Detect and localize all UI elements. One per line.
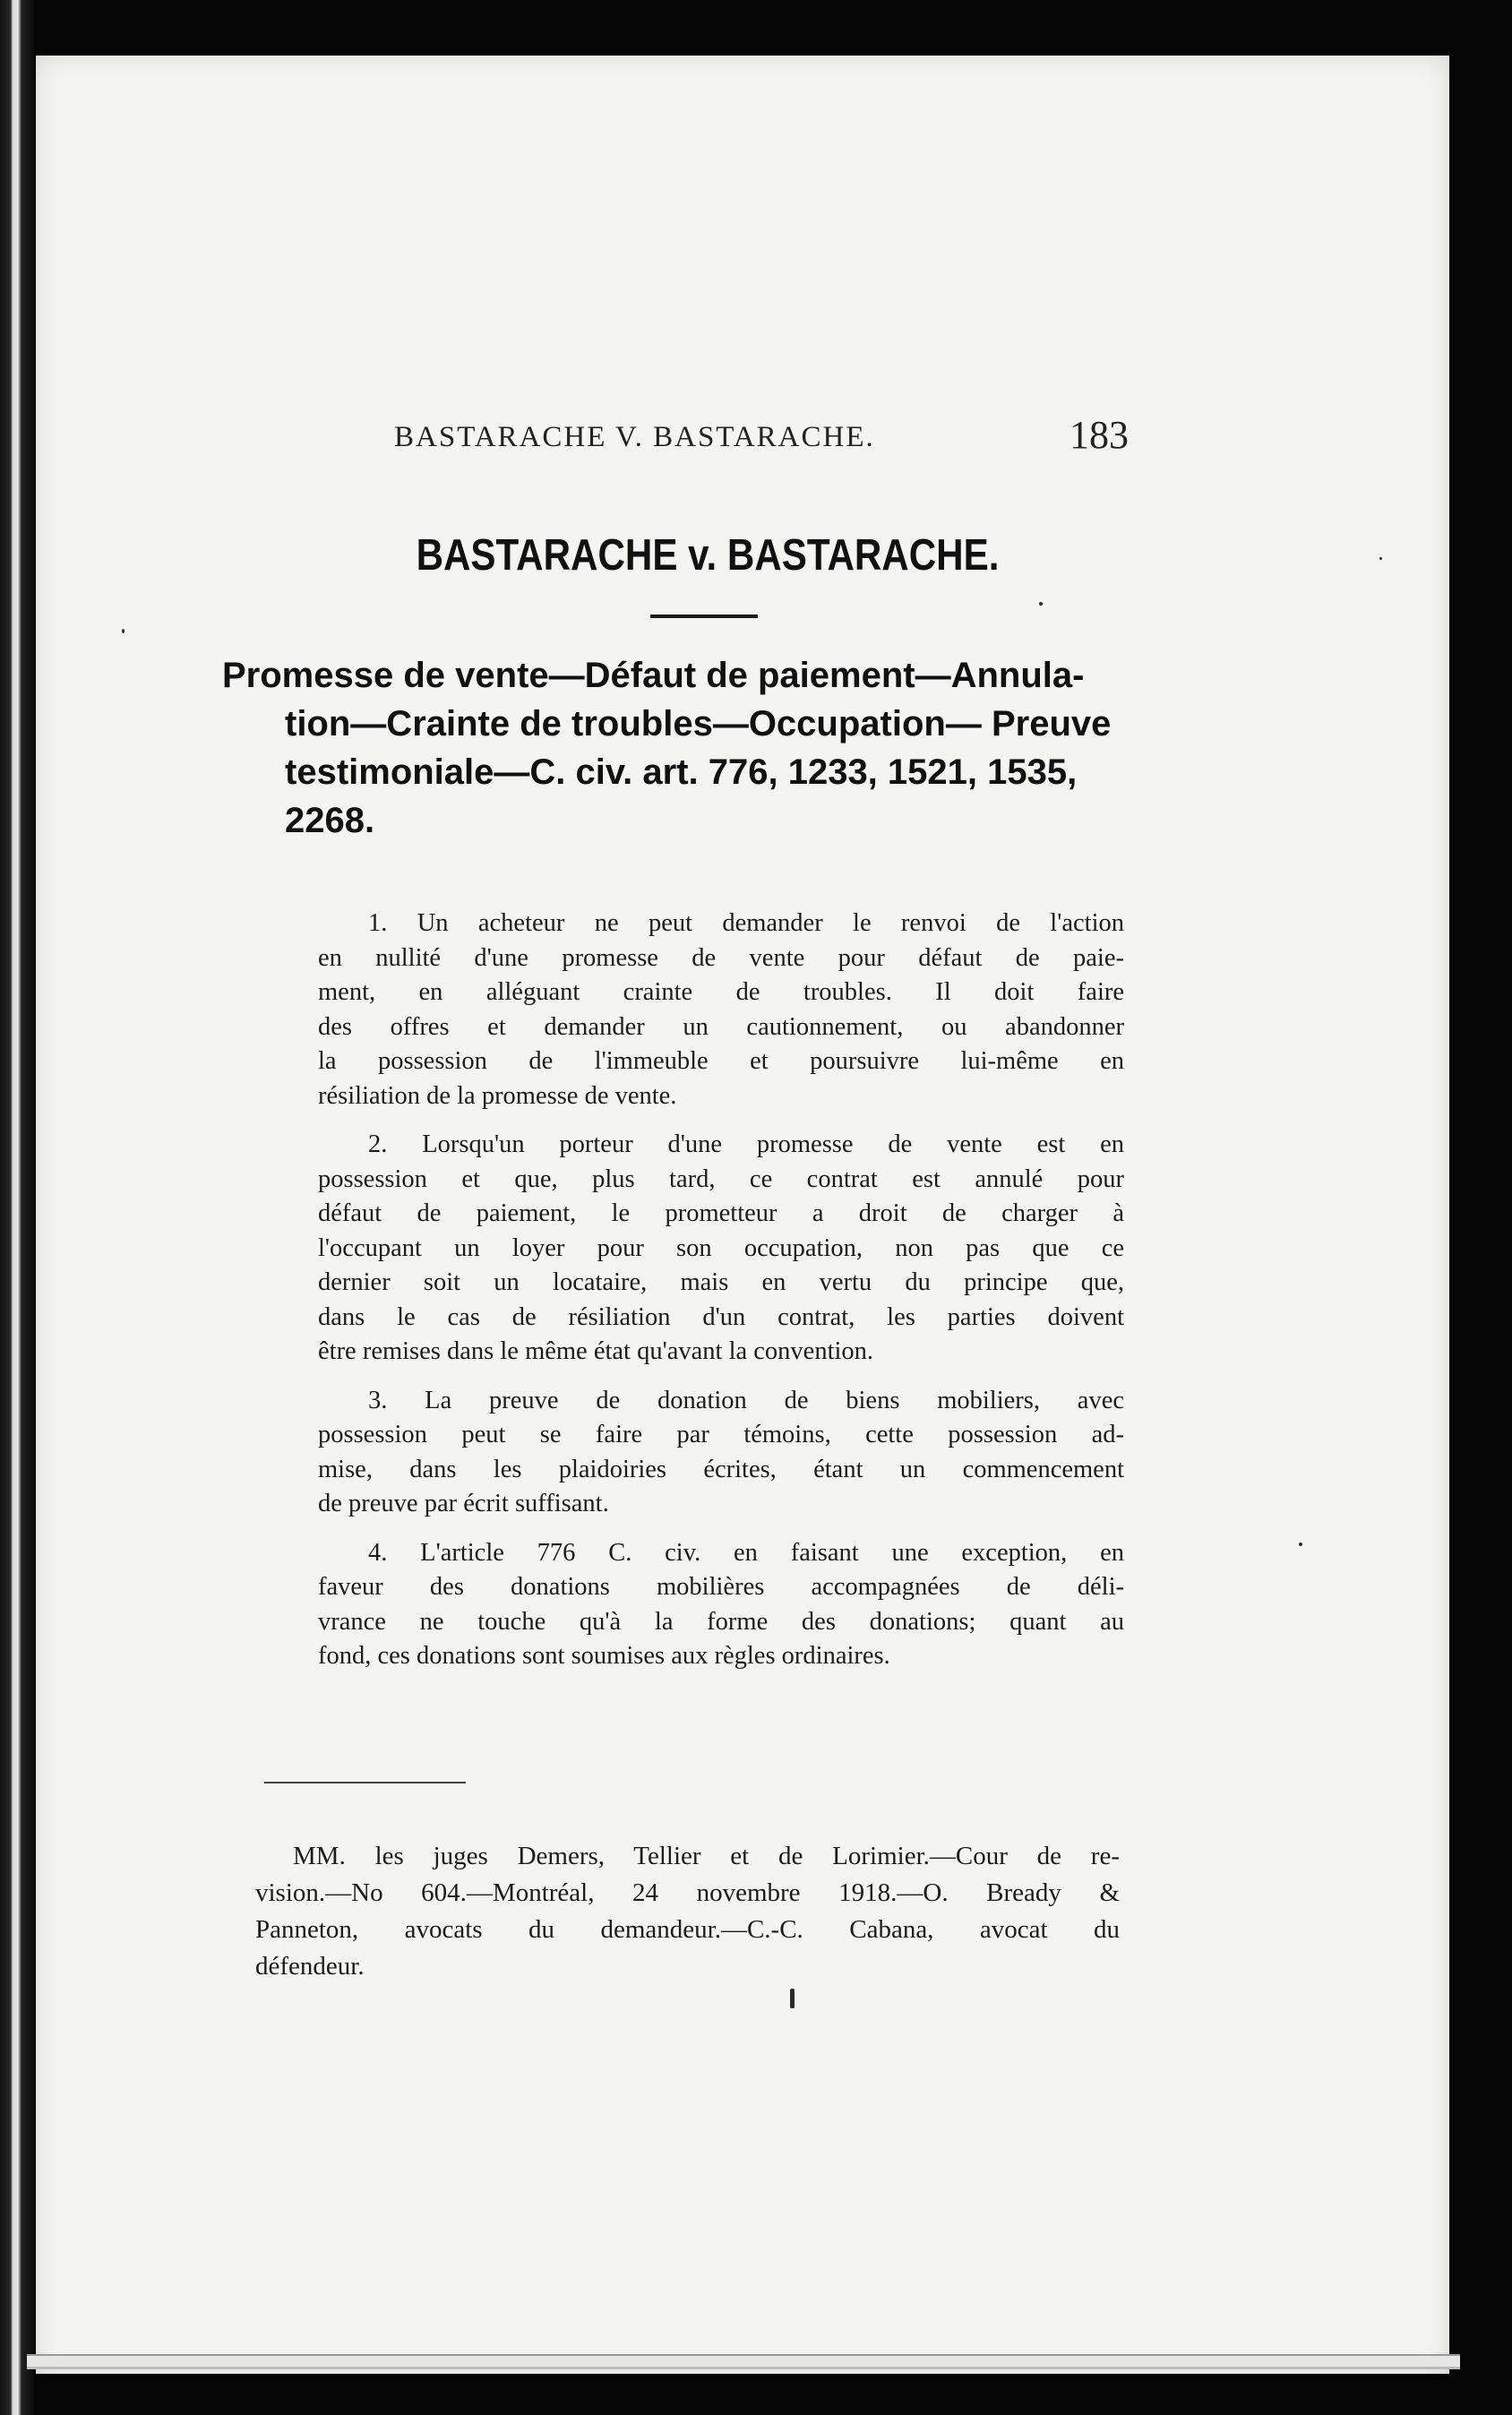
scan-speck (122, 629, 125, 633)
summary-line: possession peut se faire par témoins, cette possession ad- (318, 1421, 1124, 1448)
scan-speck (790, 1989, 795, 2008)
summary-line: être remises dans le même état qu'avant la convention. (318, 1337, 874, 1365)
summary-line: des offres et demander un cautionnement, ou abandonner (318, 1012, 1124, 1041)
summary-paragraph-4 (318, 1536, 1124, 1674)
summary-line: 3. La preuve de donation de biens mobiliers, avec (368, 1386, 1124, 1414)
page-number: 183 (1070, 413, 1129, 457)
scan-left-edge (0, 0, 34, 2415)
footnote-line: vision.—No 604.—Montréal, 24 novembre 1918.—O. Bready & (255, 1878, 1120, 1907)
title-rule (650, 614, 758, 618)
book-page (36, 56, 1449, 2374)
summary-line: l'occupant un loyer pour son occupation, non pas que ce (318, 1233, 1124, 1262)
summary-line: 4. L'article 776 C. civ. en faisant une exception, en (368, 1538, 1124, 1567)
summary (318, 907, 1124, 1689)
case-title: BASTARACHE v. BASTARACHE. (416, 531, 1000, 580)
summary-line: 2. Lorsqu'un porteur d'une promesse de vente est en (368, 1130, 1124, 1158)
running-head-title: BASTARACHE V. BASTARACHE. (394, 421, 875, 453)
summary-line: la possession de l'immeuble et poursuivre lui-même en (318, 1047, 1124, 1075)
headnote-line: testimoniale—C. civ. art. 776, 1233, 1521, 1535, (285, 752, 1078, 792)
headnote-line: tion—Crainte de troubles—Occupation— Preuve (285, 704, 1112, 743)
summary-line: en nullité d'une promesse de vente pour défaut de paie- (318, 943, 1124, 972)
summary-line: dans le cas de résiliation d'un contrat, les parties doivent (318, 1302, 1124, 1331)
summary-line: faveur des donations mobilières accompagnées de déli- (318, 1573, 1124, 1601)
summary-line: fond, ces donations sont soumises aux règles ordinaires. (318, 1642, 890, 1670)
scan-speck (1379, 557, 1382, 560)
summary-line: 1. Un acheteur ne peut demander le renvoi de l'action (368, 909, 1124, 937)
summary-paragraph-3 (318, 1384, 1124, 1522)
headnote-keywords (222, 651, 1270, 845)
summary-paragraph-1 (318, 907, 1124, 1113)
summary-line: dernier soit un locataire, mais en vertu du principe que, (318, 1268, 1124, 1296)
footnote-line: MM. les juges Demers, Tellier et de Lorimier.—Cour de re- (293, 1842, 1120, 1870)
summary-line: vrance ne touche qu'à la forme des donations; quant au (318, 1607, 1124, 1636)
scan-speck (1299, 1543, 1302, 1546)
summary-line: défaut de paiement, le prometteur a droit de charger à (318, 1199, 1124, 1227)
scan-speck (1039, 602, 1043, 606)
page-bottom-edge (27, 2354, 1460, 2369)
running-head (394, 412, 1129, 457)
headnote-line: 2268. (285, 801, 375, 840)
summary-line: ment, en alléguant crainte de troubles. Il doit faire (318, 978, 1124, 1006)
summary-line: de preuve par écrit suffisant. (318, 1490, 609, 1517)
summary-line: résiliation de la promesse de vente. (318, 1081, 677, 1110)
footnote-rule (264, 1782, 466, 1783)
footnote-line: Panneton, avocats du demandeur.—C.-C. Cabana, avocat du (255, 1915, 1120, 1944)
footnote-line: défendeur. (255, 1952, 365, 1981)
headnote-line: Promesse de vente—Défaut de paiement—Annula- (222, 656, 1085, 695)
footnote (255, 1838, 1120, 1985)
summary-line: possession et que, plus tard, ce contrat est annulé pour (318, 1165, 1124, 1193)
summary-line: mise, dans les plaidoiries écrites, étant un commencement (318, 1455, 1124, 1483)
summary-paragraph-2 (318, 1128, 1124, 1370)
